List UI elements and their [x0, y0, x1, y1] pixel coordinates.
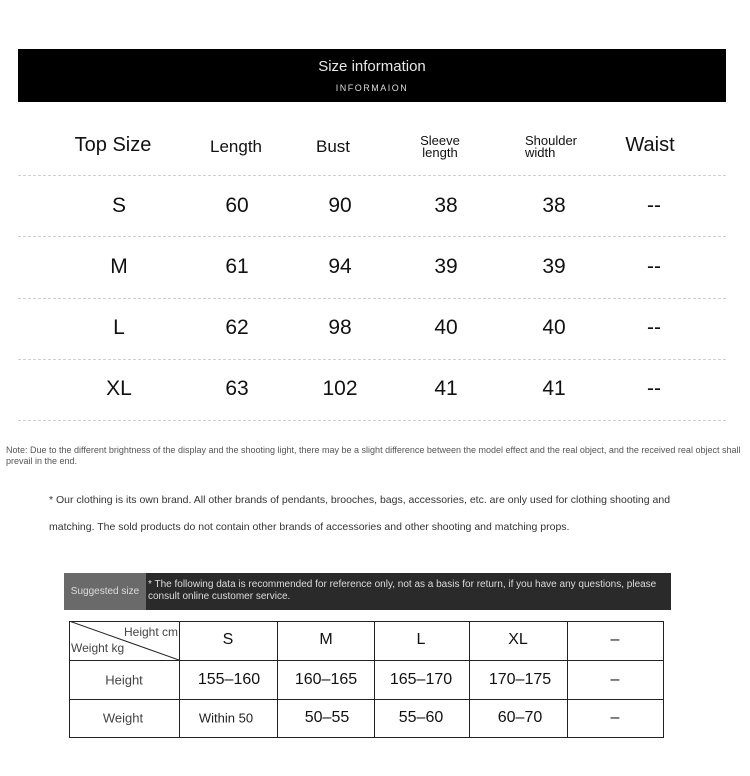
waist-cell: --: [647, 377, 661, 400]
rec-size-xl: XL: [508, 631, 528, 648]
sleeve-cell: 39: [434, 255, 458, 278]
bust-cell: 102: [322, 377, 358, 400]
banner-title: Size information: [318, 58, 426, 75]
rec-weight-cell: Within 50: [198, 710, 254, 726]
rec-height-cell: 160–165: [294, 671, 358, 688]
bust-cell: 90: [328, 194, 352, 217]
rec-row-label-weight: Weight: [102, 710, 144, 726]
waist-cell: --: [647, 255, 661, 278]
rec-size-s: S: [222, 631, 234, 648]
suggested-size-label: Suggested size: [64, 573, 146, 610]
grid-line: [663, 621, 664, 738]
grid-line: [277, 621, 278, 738]
size-cell: L: [113, 316, 125, 339]
brand-note-line2: matching. The sold products do not contain other brands of accessories and other shooting and matching props.: [49, 521, 570, 533]
row-divider: [18, 175, 726, 176]
size-info-banner: [18, 49, 726, 102]
corner-weight-label: Weight kg: [71, 641, 125, 655]
row-divider: [18, 298, 726, 299]
header-waist: Waist: [625, 134, 675, 156]
shoulder-cell: 39: [542, 255, 566, 278]
rec-weight-cell: –: [610, 709, 620, 726]
rec-height-cell: –: [610, 671, 620, 688]
banner-subtitle: INFORMAION: [335, 83, 409, 93]
rec-height-cell: 155–160: [197, 671, 261, 688]
grid-line: [69, 699, 664, 700]
header-top-size: Top Size: [74, 134, 152, 156]
bust-cell: 94: [328, 255, 352, 278]
rec-size-l: L: [416, 631, 426, 648]
size-cell: XL: [106, 377, 132, 400]
length-cell: 62: [225, 316, 249, 339]
row-divider: [18, 359, 726, 360]
size-cell: S: [111, 194, 127, 217]
size-cell: M: [110, 255, 128, 278]
shoulder-cell: 41: [542, 377, 566, 400]
length-cell: 61: [225, 255, 249, 278]
sleeve-cell: 40: [434, 316, 458, 339]
suggested-size-text: * The following data is recommended for reference only, not as a basis for return, if you have any questions, please consult online customer service.: [146, 573, 671, 610]
rec-weight-cell: 60–70: [497, 709, 543, 726]
corner-height-label: Height cm: [124, 625, 179, 639]
rec-weight-cell: 50–55: [304, 709, 350, 726]
grid-line: [179, 621, 180, 738]
waist-cell: --: [647, 316, 661, 339]
row-divider: [18, 420, 726, 421]
row-divider: [18, 236, 726, 237]
shoulder-cell: 38: [542, 194, 566, 217]
display-note: Note: Due to the different brightness of the display and the shooting light, there may be a slight difference between the model effect and the real object, and the received real object shall prevail in the end.: [6, 445, 741, 466]
header-sleeve-length: Sleeve length: [420, 133, 460, 160]
rec-weight-cell: 55–60: [398, 709, 444, 726]
header-bust: Bust: [315, 137, 351, 156]
grid-line: [69, 737, 664, 738]
rec-row-label-height: Height: [105, 672, 143, 688]
grid-line: [567, 621, 568, 738]
grid-line: [469, 621, 470, 738]
rec-height-cell: 165–170: [389, 671, 453, 688]
header-shoulder-width: Shoulder width: [524, 133, 578, 160]
length-cell: 60: [225, 194, 249, 217]
waist-cell: --: [647, 194, 661, 217]
sleeve-cell: 38: [434, 194, 458, 217]
length-cell: 63: [225, 377, 249, 400]
sleeve-cell: 41: [434, 377, 458, 400]
grid-line: [374, 621, 375, 738]
rec-height-cell: 170–175: [488, 671, 552, 688]
rec-size-extra: –: [610, 631, 620, 648]
brand-note-line1: * Our clothing is its own brand. All other brands of pendants, brooches, bags, accessories, etc. are only used for clothing shooting and: [49, 494, 671, 506]
rec-size-m: M: [319, 631, 333, 648]
shoulder-cell: 40: [542, 316, 566, 339]
header-length: Length: [210, 137, 262, 156]
bust-cell: 98: [328, 316, 352, 339]
